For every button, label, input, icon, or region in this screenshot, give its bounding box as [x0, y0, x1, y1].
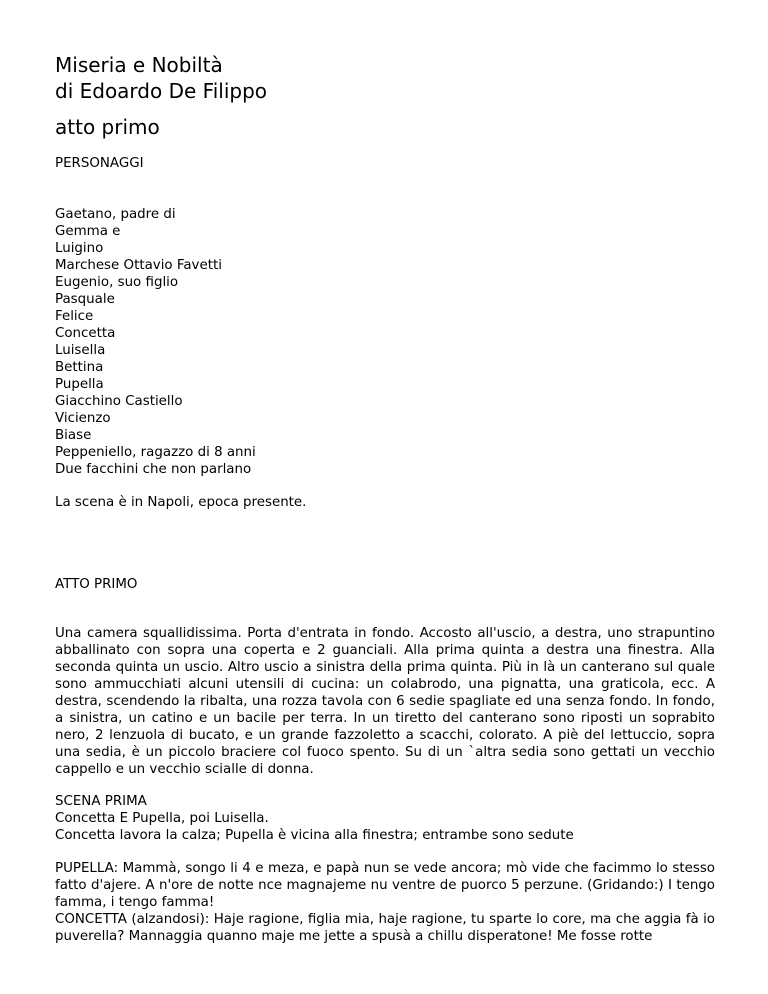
cast-item: Biase: [55, 428, 92, 443]
personaggi-heading: PERSONAGGI: [55, 156, 144, 171]
cast-item: Peppeniello, ragazzo di 8 anni: [55, 445, 256, 460]
scene-title: SCENA PRIMA: [55, 794, 147, 809]
cast-item: Giacchino Castiello: [55, 394, 183, 409]
cast-item: Due facchini che non parlano: [55, 462, 252, 477]
cast-item: Pasquale: [55, 292, 115, 307]
stage-direction: Una camera squallidissima. Porta d'entrata in fondo. Accosto all'uscio, a destra, uno strapuntino abballinato con sopra una coperta e 2 guanciali. Alla prima quinta a destra una finestra. Alla seconda quinta un uscio. Altro uscio a sinistra della prima quinta. Più in là un canterano sul quale sono ammucchiati alcuni utensili di cucina: un colabrodo, una pignatta, una graticola, ecc. A destra, scendendo la ribalta, una rozza tavola con 6 sedie spagliate ed una senza fondo. In fondo, a sinistra, un catino e un bacile per terra. In un tiretto del canterano sono riposti un soprabito nero, 2 lenzuola di bucato, e un grande fazzoletto a scacchi, colorato. A piè del lettuccio, sopra una sedia, è un piccolo braciere col fuoco spento. Su di un `altra sedia sono gettati un vecchio cappello e un vecchio scialle di donna.: [55, 626, 715, 777]
cast-item: Gaetano, padre di: [55, 207, 176, 222]
act-heading: atto primo: [55, 115, 160, 139]
author-line: di Edoardo De Filippo: [55, 79, 268, 103]
cast-item: Eugenio, suo figlio: [55, 275, 179, 290]
document-title: [55, 52, 715, 104]
setting-note: La scena è in Napoli, epoca presente.: [55, 495, 307, 510]
dialogue-line-pupella: PUPELLA: Mammà, songo li 4 e meza, e papà nun se vede ancora; mò vide che facimmo lo stesso fatto d'ajere. A n'ore de notte nce magnajeme nu ventre de puorco 5 perzune. (Gridando:) I tengo famma, i tengo famma!: [55, 861, 715, 910]
cast-item: Vicienzo: [55, 411, 111, 426]
cast-item: Luigino: [55, 241, 104, 256]
scene-characters: Concetta E Pupella, poi Luisella.: [55, 811, 269, 826]
scene-block: [55, 793, 715, 844]
document-page: [55, 52, 715, 945]
cast-item: Luisella: [55, 343, 106, 358]
cast-item: Marchese Ottavio Favetti: [55, 258, 222, 273]
atto-primo-heading: ATTO PRIMO: [55, 577, 138, 592]
dialogue-block: [55, 860, 715, 945]
title-line: Miseria e Nobiltà: [55, 53, 223, 77]
cast-item: Bettina: [55, 360, 104, 375]
cast-list: [55, 206, 715, 478]
cast-item: Concetta: [55, 326, 116, 341]
cast-item: Felice: [55, 309, 94, 324]
cast-item: Pupella: [55, 377, 104, 392]
scene-direction: Concetta lavora la calza; Pupella è vicina alla finestra; entrambe sono sedute: [55, 828, 574, 843]
cast-item: Gemma e: [55, 224, 121, 239]
dialogue-line-concetta: CONCETTA (alzandosi): Haje ragione, figlia mia, haje ragione, tu sparte lo core, ma che aggia fà io puverella? Mannaggia quanno maje me jette a spusà a chillu disperatone! Me fosse rotte: [55, 912, 715, 944]
